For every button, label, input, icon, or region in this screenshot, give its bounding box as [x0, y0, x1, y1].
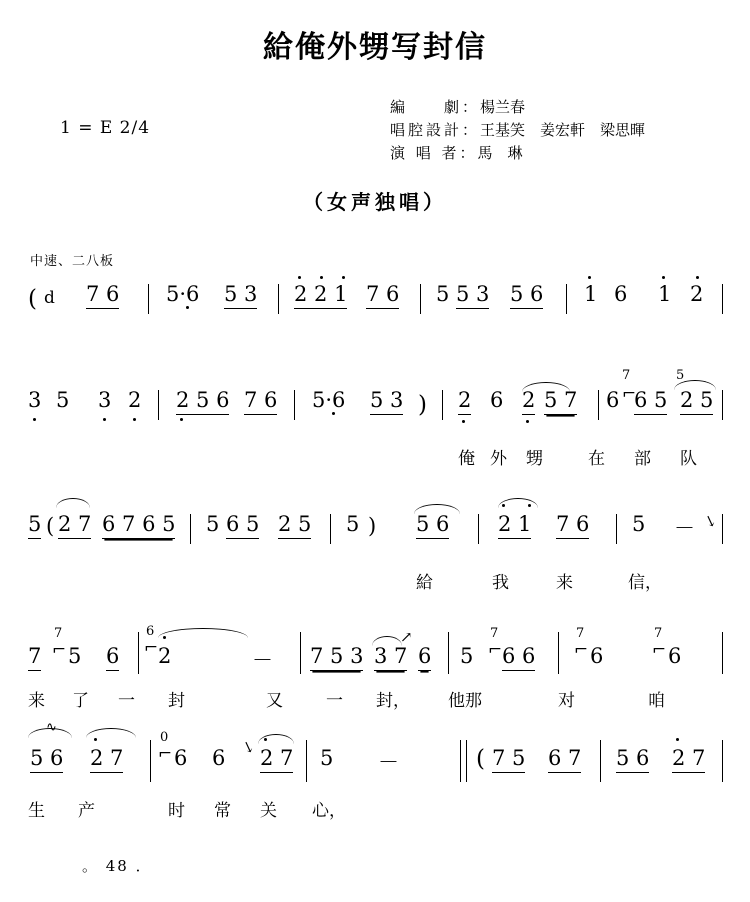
grace-note: 0	[160, 730, 169, 745]
note: 1	[584, 282, 598, 306]
grace-note: 7	[654, 626, 663, 641]
grace-hook: ⌐	[52, 640, 67, 660]
note: 5	[460, 644, 474, 668]
lyric-syllable: 生	[28, 801, 45, 821]
note: 2	[128, 388, 142, 412]
open-paren: (	[28, 286, 37, 312]
note: 1	[658, 282, 672, 306]
lyric-syllable: 来	[28, 691, 45, 711]
note: 6 5	[634, 388, 667, 415]
note: 2 7	[90, 746, 123, 773]
grace-hook: ⌐	[574, 640, 589, 660]
system-5	[28, 720, 728, 826]
portamento-down-icon: ↘	[701, 510, 720, 532]
portamento-down-icon: ↘	[239, 736, 258, 758]
page-subtitle: （女声独唱）	[303, 190, 447, 214]
system-3-notes	[28, 512, 728, 568]
page-title: 給俺外甥写封信	[263, 30, 487, 65]
grace-hook: ⌐	[488, 640, 503, 660]
credit-line-2	[390, 119, 645, 142]
note: 2	[458, 388, 471, 415]
credit-label-3: 演 唱 者：	[390, 144, 478, 162]
note: 5 3	[224, 282, 257, 309]
note: 6	[490, 388, 504, 412]
lyric-syllable: 他那	[448, 691, 482, 711]
note: 7 6	[366, 282, 399, 309]
system-2	[28, 368, 728, 474]
system-5-notes	[28, 720, 728, 796]
system-5-lyrics	[28, 796, 728, 826]
note: 6	[418, 644, 431, 671]
note: 7 6	[556, 512, 589, 539]
note: 7 6	[86, 282, 119, 309]
lyric-syllable: 甥	[526, 449, 543, 469]
note: 2	[522, 388, 535, 415]
note: 5 6	[616, 746, 649, 773]
lyric-syllable: 俺	[458, 449, 475, 469]
note: 2	[690, 282, 704, 306]
lyric-syllable: 常	[214, 801, 231, 821]
note: 5	[206, 512, 220, 536]
open-paren: (	[476, 746, 485, 772]
lyric-syllable: 时	[168, 801, 185, 821]
lyric-syllable: 我	[492, 573, 509, 593]
credit-line-3	[390, 142, 645, 165]
note: 5	[436, 282, 450, 306]
note: 6	[174, 746, 188, 770]
credit-label-2: 唱腔設計：	[390, 121, 481, 139]
note: 5 3	[456, 282, 489, 309]
tempo-marking: 中速、二八板	[30, 254, 115, 269]
note: 5·6	[166, 282, 200, 306]
note: 5	[346, 512, 360, 536]
note: 6 6	[502, 644, 535, 671]
key-signature	[60, 118, 150, 138]
lyric-syllable: 一	[118, 691, 135, 711]
credit-value-1: 楊兰春	[480, 98, 526, 116]
note-d: d	[44, 288, 55, 308]
lyric-syllable: 了	[72, 691, 89, 711]
note: 5 6	[416, 512, 449, 539]
lyric-syllable: 对	[558, 691, 575, 711]
lyric-syllable: 部	[634, 449, 651, 469]
credit-line-1	[390, 96, 645, 119]
grace-hook: ⌐	[622, 384, 637, 404]
note-extension: －	[674, 516, 695, 540]
system-3-lyrics	[28, 568, 728, 598]
close-paren: )	[418, 392, 427, 418]
note: 5 3	[370, 388, 403, 415]
note: 5	[632, 512, 646, 536]
note: 5 7	[544, 388, 577, 415]
note: 6 7 6 5	[102, 512, 175, 539]
system-1	[28, 282, 728, 338]
grace-hook: ⌐	[158, 744, 173, 764]
note: 2 5	[278, 512, 311, 539]
lyric-syllable: 給	[416, 573, 433, 593]
grace-note: 7	[622, 368, 631, 383]
note: 6 7	[548, 746, 581, 773]
page-number: 。 48 ．	[82, 857, 153, 875]
key-signature-text: 1 = E 2/4	[60, 118, 151, 138]
credit-value-2: 王基笑 姜宏軒 梁思暉	[480, 121, 646, 139]
note: 3	[28, 388, 42, 412]
credit-value-3: 馬 琳	[477, 144, 523, 162]
close-paren: )	[368, 514, 377, 538]
note: 5	[68, 644, 82, 668]
lyric-syllable: 产	[78, 801, 95, 821]
system-1-notes	[28, 282, 728, 338]
note: 2 7	[260, 746, 293, 773]
note: 3	[98, 388, 112, 412]
lyric-syllable: 在	[588, 449, 605, 469]
note: 7 6	[244, 388, 277, 415]
note: 2 5 6	[176, 388, 229, 415]
grace-note: 7	[54, 626, 63, 641]
grace-hook: ⌐	[652, 640, 667, 660]
note: 6 5	[226, 512, 259, 539]
grace-note: 7	[576, 626, 585, 641]
note: 6	[590, 644, 604, 668]
note-extension: －	[252, 648, 273, 672]
note: 2 1	[498, 512, 531, 539]
lyric-syllable: 又	[266, 691, 283, 711]
lyric-syllable: 心，	[312, 801, 346, 821]
system-2-lyrics	[28, 444, 728, 474]
note: 6	[614, 282, 628, 306]
lyric-syllable: 信，	[628, 573, 662, 593]
lyric-syllable: 一	[326, 691, 343, 711]
lyric-syllable: 关	[260, 801, 277, 821]
grace-note: 7	[490, 626, 499, 641]
note: 6	[106, 644, 119, 671]
system-4-lyrics	[28, 686, 728, 716]
note: 7	[28, 644, 41, 671]
note: 2	[158, 644, 172, 668]
note: 6	[606, 388, 620, 412]
note: 2 2 1	[294, 282, 347, 309]
note: 2 7	[672, 746, 705, 773]
portamento-up-icon: ↗	[400, 628, 413, 646]
note: 7 5	[492, 746, 525, 773]
lyric-syllable: 外	[490, 449, 507, 469]
grace-note: 6	[146, 624, 155, 639]
lyric-syllable: 队	[680, 449, 697, 469]
open-paren: (	[46, 514, 55, 538]
grace-note: 5	[676, 368, 685, 383]
note: 5·6	[312, 388, 346, 412]
credits-block	[390, 96, 645, 165]
grace-hook: ⌐	[144, 638, 159, 658]
note: 5 6	[30, 746, 63, 773]
note: 5	[56, 388, 70, 412]
note: 2 7	[58, 512, 91, 539]
credit-label-1: 編 劇：	[390, 98, 481, 116]
mordent-icon: ∿	[46, 720, 57, 735]
lyric-syllable: 封，	[376, 691, 410, 711]
note: 2 5	[680, 388, 713, 415]
system-4-notes	[28, 624, 728, 686]
note: 5	[28, 512, 41, 539]
lyric-syllable: 咱	[648, 691, 665, 711]
system-4	[28, 624, 728, 716]
note: 3 7	[374, 644, 407, 671]
note: 6	[668, 644, 682, 668]
note: 5 6	[510, 282, 543, 309]
note-extension: －	[378, 750, 399, 774]
system-2-notes	[28, 368, 728, 444]
lyric-syllable: 来	[556, 573, 573, 593]
system-3	[28, 512, 728, 598]
note: 7 5 3	[310, 644, 363, 671]
note: 6	[212, 746, 226, 770]
note: 5	[320, 746, 334, 770]
lyric-syllable: 封	[168, 691, 185, 711]
